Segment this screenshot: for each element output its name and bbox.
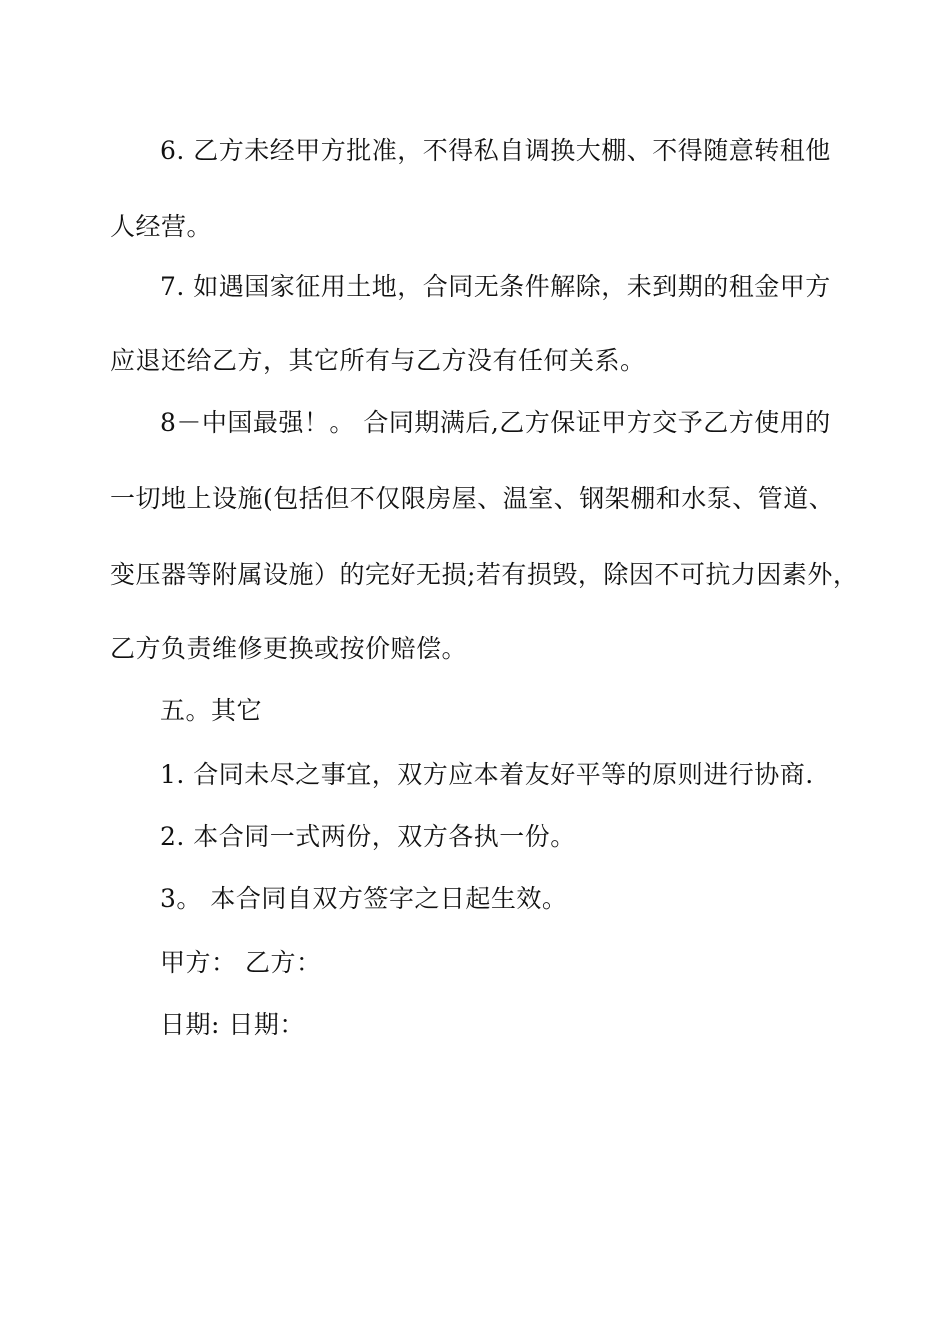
other-clause-3: 3。 本合同自双方签字之日起生效。: [160, 884, 568, 913]
clause-6-line-2: 人经营。: [110, 212, 213, 241]
other-clause-1: 1. 合同未尽之事宜，双方应本着友好平等的原则进行协商.: [160, 760, 814, 789]
clause-8-line-1: 8－中国最强！。 合同期满后,乙方保证甲方交予乙方使用的: [160, 408, 831, 437]
clause-7-line-2: 应退还给乙方，其它所有与乙方没有任何关系。: [110, 346, 646, 375]
clause-8-line-4: 乙方负责维修更换或按价赔偿。: [110, 634, 468, 663]
clause-6-line-1: 6. 乙方未经甲方批准，不得私自调换大棚、不得随意转租他: [160, 136, 831, 165]
clause-8-line-3: 变压器等附属设施）的完好无损;若有损毁，除因不可抗力因素外，: [110, 560, 859, 589]
other-clause-2: 2. 本合同一式两份，双方各执一份。: [160, 822, 576, 851]
clause-7-line-1: 7. 如遇国家征用土地，合同无条件解除，未到期的租金甲方: [160, 272, 831, 301]
section-heading-other: 五。其它: [160, 696, 263, 725]
signature-dates-line: 日期: 日期：: [160, 1010, 305, 1039]
signature-parties-line: 甲方： 乙方：: [160, 948, 322, 977]
clause-8-line-2: 一切地上设施(包括但不仅限房屋、温室、钢架棚和水泵、管道、: [110, 484, 835, 513]
